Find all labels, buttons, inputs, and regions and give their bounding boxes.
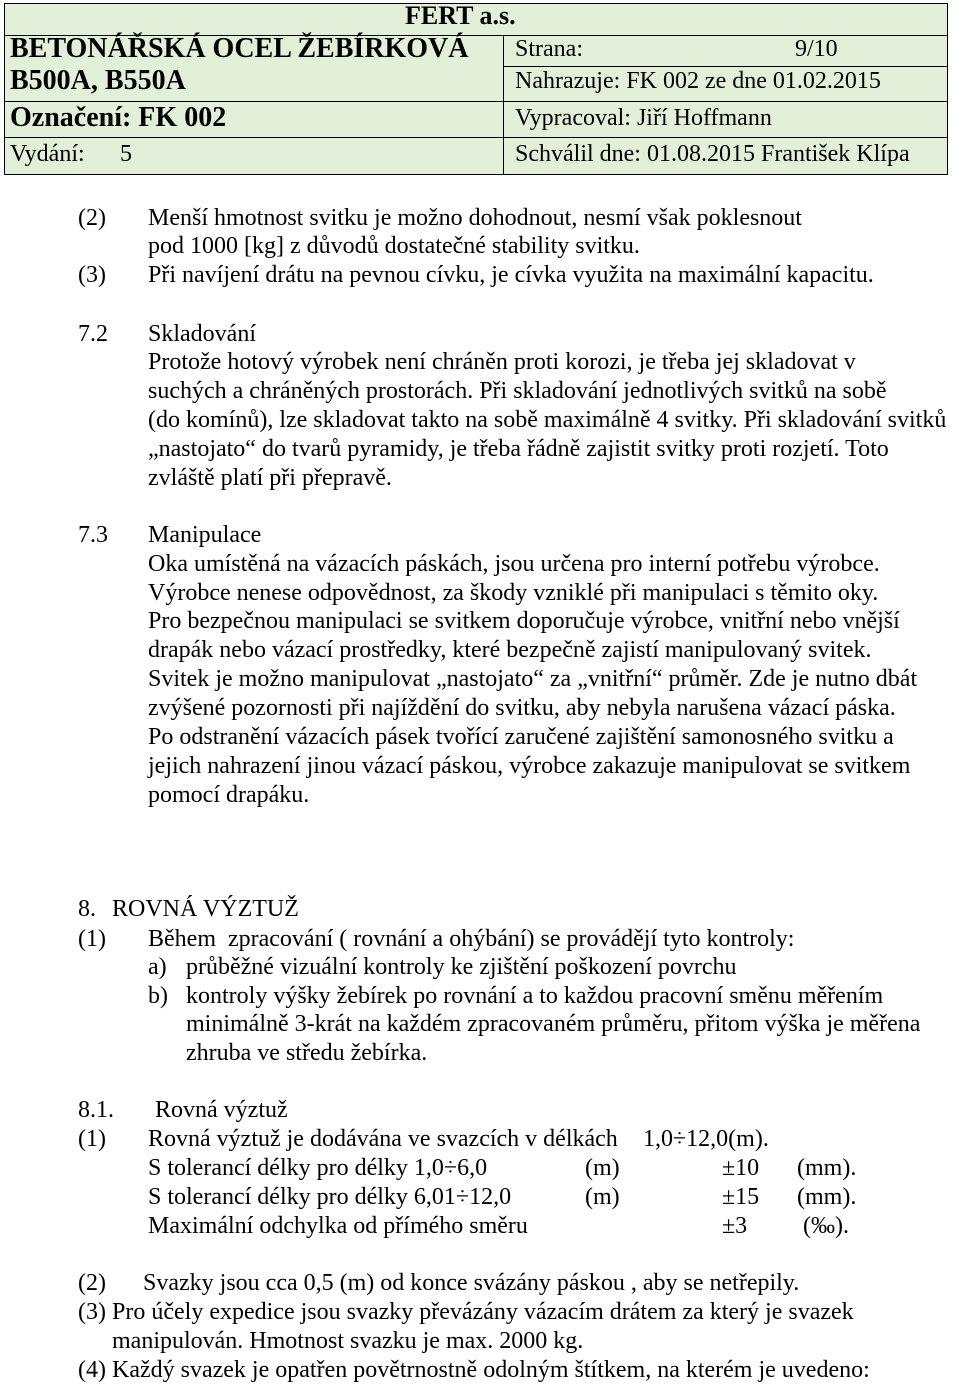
length-range: 1,0÷12,0(m).	[643, 1126, 769, 1152]
item-number: (3)	[78, 1299, 106, 1325]
section-number: 7.2	[78, 321, 108, 347]
section-title: Manipulace	[148, 522, 262, 548]
item-number: (1)	[78, 1126, 106, 1152]
paragraph-line: Oka umístěná na vázacích páskách, jsou určena pro interní potřebu výrobce.	[148, 551, 880, 577]
product-title: BETONÁŘSKÁ OCEL ŽEBÍRKOVÁ	[10, 33, 469, 64]
prepared-by: Vypracoval: Jiří Hoffmann	[515, 105, 772, 131]
item-text-line: Pro účely expedice jsou svazky převázány vázacím drátem za který je svazek	[112, 1299, 854, 1325]
tolerance-description: S tolerancí délky pro délky 1,0÷6,0	[148, 1155, 488, 1181]
paragraph-line: „nastojato“ do tvarů pyramidy, je třeba řádně zajistit svitky proti rozjetí. Toto	[148, 436, 889, 462]
paragraph-line: Po odstranění vázacích pásek tvořící zaručené zajištění samonosného svitku a	[148, 724, 894, 750]
item-number: (4)	[78, 1357, 106, 1383]
section-number: 7.3	[78, 522, 108, 548]
tolerance-value-unit: (mm).	[797, 1184, 857, 1210]
section-title: ROVNÁ VÝZTUŽ	[112, 896, 299, 922]
tolerance-value: ±15	[722, 1184, 760, 1210]
paragraph-line: (do komínů), lze skladovat takto na sobě maximálně 4 svitky. Při skladování svitků	[148, 407, 947, 433]
paragraph-line: suchých a chráněných prostorách. Při skladování jednotlivých svitků na sobě	[148, 378, 887, 404]
item-number: (3)	[78, 262, 106, 288]
item-text-line: manipulován. Hmotnost svazku je max. 2000 kg.	[112, 1328, 584, 1354]
page-label: Strana:	[515, 36, 583, 62]
item-text-line: Rovná výztuž je dodávána ve svazcích v délkách	[148, 1126, 618, 1152]
edition-label: Vydání:	[10, 141, 85, 167]
header-divider-row3	[4, 137, 948, 138]
company-name: FERT a.s.	[405, 1, 516, 30]
item-text-line: Svazky jsou cca 0,5 (m) od konce svázány páskou , aby se netřepily.	[143, 1270, 800, 1296]
document-designation: Označení: FK 002	[10, 102, 227, 133]
paragraph-line: Svitek je možno manipulovat „nastojato“ za „vnitřní“ průměr. Zde je nutno dbát	[148, 666, 918, 692]
tolerance-unit: (m)	[585, 1184, 620, 1210]
edition-value: 5	[120, 141, 132, 167]
item-number: (2)	[78, 1270, 106, 1296]
item-text-line: Každý svazek je opatřen povětrnostně odolným štítkem, na kterém je uvedeno:	[112, 1357, 870, 1383]
section-title: Skladování	[148, 321, 256, 347]
item-text-line: Menší hmotnost svitku je možno dohodnout, nesmí však poklesnout	[148, 205, 802, 231]
replaces-info: Nahrazuje: FK 002 ze dne 01.02.2015	[515, 68, 881, 94]
tolerance-description: Maximální odchylka od přímého směru	[148, 1213, 528, 1239]
paragraph-line: drapák nebo vázací prostředky, které bezpečně zajistí manipulovaný svitek.	[148, 637, 872, 663]
item-number: (1)	[78, 926, 106, 952]
item-text-line: pod 1000 [kg] z důvodů dostatečné stability svitku.	[148, 233, 640, 259]
header-column-divider	[503, 35, 504, 175]
approved-info: Schválil dne: 01.08.2015 František Klípa	[515, 141, 910, 167]
page-number: 9/10	[795, 36, 838, 62]
tolerance-value-unit: (‰).	[803, 1213, 849, 1239]
tolerance-value-unit: (mm).	[797, 1155, 857, 1181]
subitem-label: b)	[148, 983, 168, 1009]
tolerance-description: S tolerancí délky pro délky 6,01÷12,0	[148, 1184, 512, 1210]
subitem-text-line: kontroly výšky žebírek po rovnání a to každou pracovní směnu měřením	[186, 983, 884, 1009]
subitem-text-line: minimálně 3-krát na každém zpracovaném průměru, přitom výška je měřena	[186, 1011, 921, 1037]
subitem-text-line: průběžné vizuální kontroly ke zjištění poškození povrchu	[186, 954, 737, 980]
paragraph-line: pomocí drapáku.	[148, 782, 310, 808]
subitem-label: a)	[148, 954, 167, 980]
paragraph-line: jejich nahrazení jinou vázací páskou, výrobce zakazuje manipulovat se svitkem	[148, 753, 911, 779]
paragraph-line: Pro bezpečnou manipulaci se svitkem doporučuje výrobce, vnitřní nebo vnější	[148, 608, 900, 634]
paragraph-line: zvýšené pozornosti při najíždění do svitku, aby nebyla narušena vázací páska.	[148, 695, 896, 721]
paragraph-line: zvláště platí při přepravě.	[148, 465, 392, 491]
item-number: (2)	[78, 205, 106, 231]
paragraph-line: Protože hotový výrobek není chráněn proti korozi, je třeba jej skladovat v	[148, 349, 856, 375]
section-number: 8.	[78, 896, 96, 922]
subitem-text-line: zhruba ve středu žebírka.	[186, 1040, 428, 1066]
tolerance-unit: (m)	[585, 1155, 620, 1181]
item-text-line: Během zpracování ( rovnání a ohýbání) se provádějí tyto kontroly:	[148, 926, 795, 952]
paragraph-line: Výrobce nenese odpovědnost, za škody vzniklé při manipulaci s těmito oky.	[148, 580, 879, 606]
tolerance-value: ±3	[722, 1213, 748, 1239]
product-grades: B500A, B550A	[10, 65, 186, 96]
tolerance-value: ±10	[722, 1155, 760, 1181]
section-title: Rovná výztuž	[155, 1097, 288, 1123]
section-number: 8.1.	[78, 1097, 114, 1123]
item-text-line: Při navíjení drátu na pevnou cívku, je cívka využita na maximální kapacitu.	[148, 262, 874, 288]
